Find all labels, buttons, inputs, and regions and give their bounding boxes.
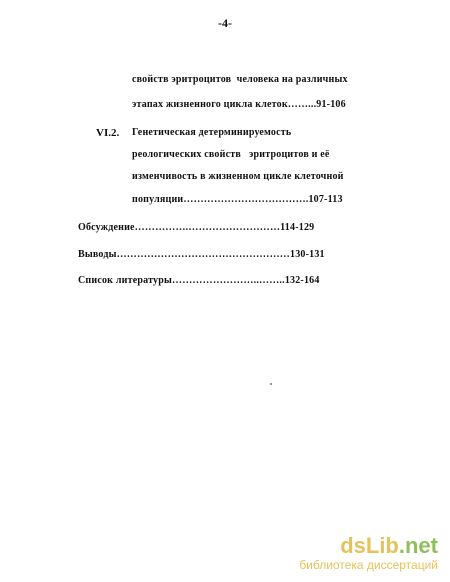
page-number: -4- — [218, 16, 232, 30]
scan-speck — [270, 383, 272, 385]
toc-row-conclusions: Выводы……………………………………………130-131 — [78, 249, 325, 260]
toc-row-discussion: Обсуждение…………….………………………114-129 — [78, 222, 315, 233]
toc-continued-line-2: этапах жизненного цикла клеток……...91-106 — [132, 99, 346, 110]
watermark[interactable] — [299, 534, 438, 572]
toc-section-number: VI.2. — [96, 127, 120, 139]
toc-section-line-2: реологических свойств эритроцитов и её — [132, 149, 330, 160]
watermark-logo-suffix: .net — [398, 533, 438, 558]
toc-row-references: Список литературы……………………..……..132-164 — [78, 275, 320, 286]
watermark-logo-main: dsLib — [340, 533, 399, 558]
watermark-subtitle: библиотека диссертаций — [299, 558, 438, 572]
watermark-logo — [299, 534, 438, 558]
toc-continued-line-1: свойств эритроцитов человека на различных — [132, 74, 348, 85]
toc-section-line-1: Генетическая детерминируемость — [132, 127, 292, 138]
toc-section-line-3: изменчивость в жизненном цикле клеточной — [132, 171, 344, 182]
toc-section-line-4: популяции……………………………….107-113 — [132, 194, 343, 205]
